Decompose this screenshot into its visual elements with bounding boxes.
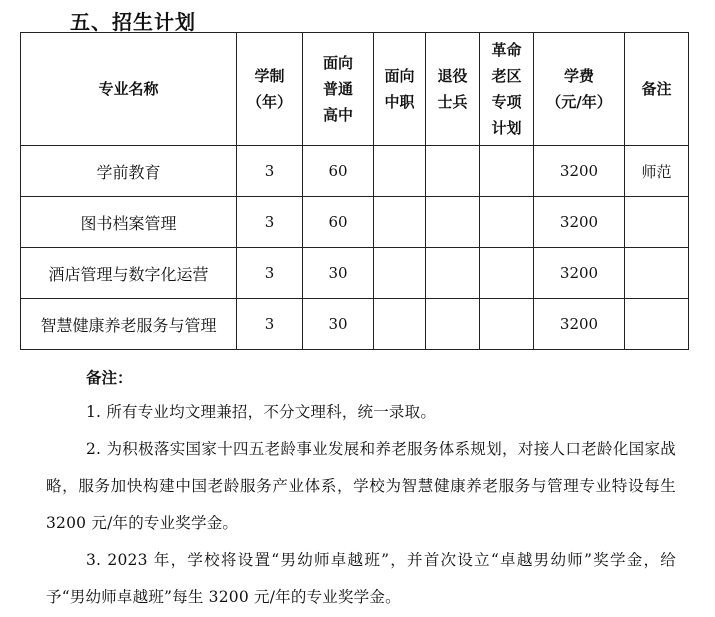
column-header-line: 老区 — [491, 67, 522, 85]
note-item-2: 2. 为积极落实国家十四五老龄事业发展和养老服务体系规划，对接人口老龄化国家战略，服务加快构建中国老龄服务产业体系，学校为智慧健康养老服务与管理专业特设每生 3200 元/年的专业奖学金。 — [46, 440, 676, 532]
table-cell: 师范 — [625, 146, 689, 197]
column-header-line: （年） — [246, 93, 292, 111]
column-header-line: 高中 — [322, 106, 353, 124]
table-cell: 3 — [237, 146, 303, 197]
table-cell: 酒店管理与数字化运营 — [21, 248, 237, 299]
table-cell — [426, 146, 480, 197]
column-header-line: 中职 — [384, 93, 415, 111]
column-header-line: 专项 — [491, 93, 522, 111]
table-cell — [480, 299, 534, 350]
column-header-line: 革命 — [491, 41, 522, 59]
table-cell: 60 — [303, 197, 374, 248]
table-cell: 3 — [237, 299, 303, 350]
table-row — [21, 197, 689, 248]
table-cell — [480, 248, 534, 299]
table-cell — [625, 299, 689, 350]
column-header-line: （元/年） — [546, 93, 612, 111]
column-header-line: 士兵 — [437, 93, 468, 111]
column-header-line: 退役 — [437, 67, 468, 85]
table-cell: 30 — [303, 299, 374, 350]
section-heading: 五、招生计划 — [70, 10, 196, 34]
table-row — [21, 299, 689, 350]
column-header-line: 专业名称 — [98, 80, 159, 98]
table-cell — [374, 146, 426, 197]
column-header-line: 普通 — [322, 80, 353, 98]
notes-title: 备注： — [86, 369, 133, 387]
table-cell: 智慧健康养老服务与管理 — [21, 299, 237, 350]
table-cell — [480, 197, 534, 248]
table-cell — [625, 197, 689, 248]
enrollment-plan-table — [20, 32, 689, 350]
table-cell: 60 — [303, 146, 374, 197]
column-header — [374, 33, 426, 146]
column-header — [480, 33, 534, 146]
table-cell — [426, 197, 480, 248]
table-cell — [374, 248, 426, 299]
column-header-line: 面向 — [384, 67, 415, 85]
table-cell — [426, 248, 480, 299]
column-header — [303, 33, 374, 146]
column-header-line: 面向 — [322, 54, 353, 72]
table-cell — [426, 299, 480, 350]
table-cell: 3200 — [534, 197, 625, 248]
table-cell: 3200 — [534, 248, 625, 299]
column-header-line: 备注 — [641, 80, 672, 98]
table-row — [21, 146, 689, 197]
column-header-line: 计划 — [491, 119, 522, 137]
note-item-1: 1. 所有专业均文理兼招，不分文理科，统一录取。 — [86, 403, 437, 421]
table-cell: 3200 — [534, 299, 625, 350]
column-header-line: 学制 — [254, 67, 285, 85]
column-header — [625, 33, 689, 146]
column-header — [21, 33, 237, 146]
table-cell: 学前教育 — [21, 146, 237, 197]
table-cell — [625, 248, 689, 299]
table-cell — [374, 299, 426, 350]
table-cell: 3 — [237, 197, 303, 248]
column-header — [237, 33, 303, 146]
table-cell: 30 — [303, 248, 374, 299]
notes-section — [46, 362, 676, 616]
note-item-3: 3. 2023 年，学校将设置“男幼师卓越班”，并首次设立“卓越男幼师”奖学金，给予“男幼师卓越班”每生 3200 元/年的专业奖学金。 — [46, 551, 676, 606]
table-header-row — [21, 33, 689, 146]
table-cell — [374, 197, 426, 248]
table-cell: 3200 — [534, 146, 625, 197]
table-cell — [480, 146, 534, 197]
table-row — [21, 248, 689, 299]
table-cell: 3 — [237, 248, 303, 299]
column-header-line: 学费 — [563, 67, 594, 85]
table-cell: 图书档案管理 — [21, 197, 237, 248]
column-header — [426, 33, 480, 146]
column-header — [534, 33, 625, 146]
